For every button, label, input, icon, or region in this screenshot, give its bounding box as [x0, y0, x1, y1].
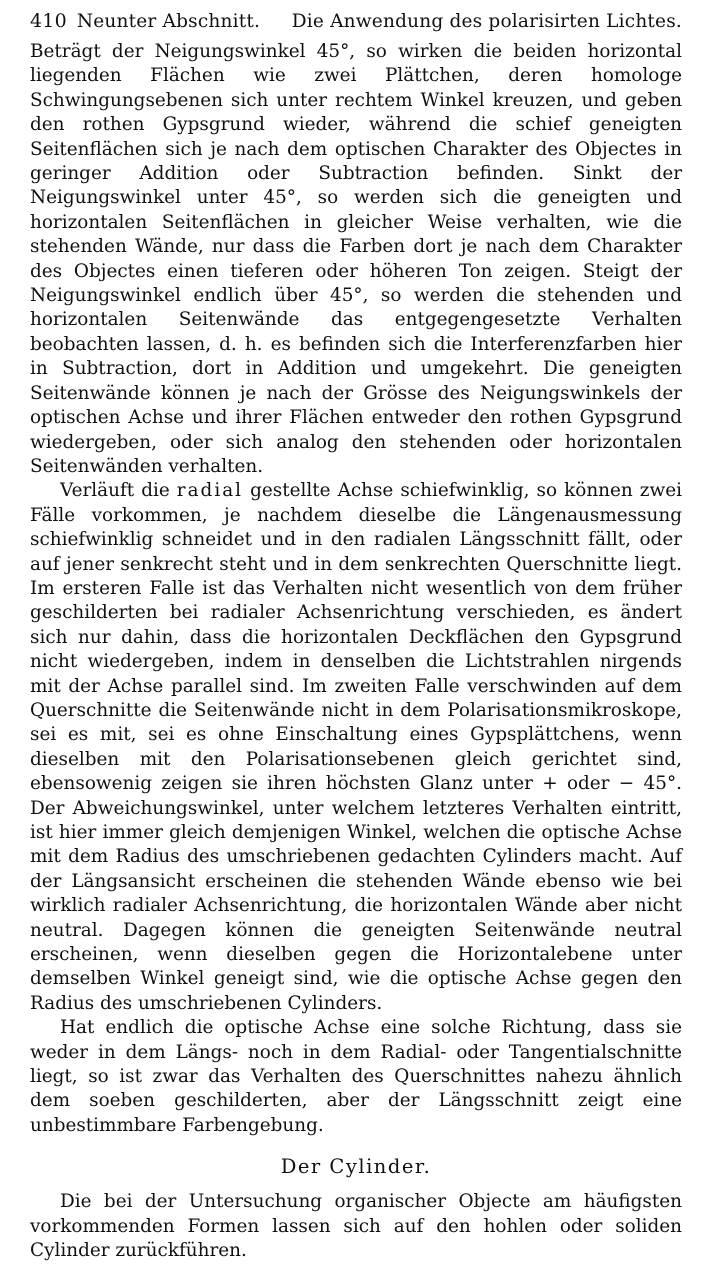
paragraph-2	[30, 479, 682, 1016]
running-head-title: Die Anwendung des polarisirten Lichtes.	[291, 11, 682, 32]
closing-paragraph: Die bei der Untersuchung organischer Objecte am häufigsten vorkommenden Formen lassen sich auf den hohlen oder soliden Cylinder zurückführen.	[30, 1191, 682, 1262]
paragraph-2-start: Verläuft die	[60, 480, 177, 502]
running-head	[30, 6, 682, 40]
paragraph-3: Hat endlich die optische Achse eine solche Richtung, dass sie weder in dem Längs- noch in dem Radial- oder Tangentialschnitte liegt, so ist zwar das Verhalten des Querschnittes nahezu ähnlich dem soeben geschilderten, aber der Längsschnitt zeigt eine unbestimmbare Farbengebung.	[30, 1017, 682, 1136]
page-number: 410	[30, 10, 67, 32]
section-heading: Der Cylinder.	[280, 1155, 432, 1179]
section-label: Neunter Abschnitt.	[76, 11, 261, 32]
book-page	[30, 6, 682, 1264]
paragraph-2-rest: gestellte Achse schiefwinklig, so können zwei Fälle vorkommen, je nachdem dieselbe die Längenausmessung schiefwinklig schneidet und in den radialen Längsschnitt fällt, oder auf jener senkrecht steht und in dem senkrechten Querschnitte liegt. Im ersteren Falle ist das Verhalten nicht wesentlich von dem früher geschilderten bei radialer Achsenrichtung verschieden, es ändert sich nur dahin, dass die horizontalen Deckflächen den Gypsgrund nicht wiedergeben, indem in denselben die Lichtstrahlen nirgends mit der Achse parallel sind. Im zweiten Falle verschwinden auf dem Querschnitte die Seitenwände nicht in dem Polarisationsmikroskope, sei es mit, sei es ohne Einschaltung eines Gypsplättchens, wenn dieselben mit den Polarisationsebenen gleich gerichtet sind, ebensowenig zeigen sie ihren höchsten Glanz unter + oder − 45°. Der Abweichungswinkel, unter welchem letzteres Verhalten eintritt, ist hier immer gleich demjenigen Winkel, welchen die optische Achse mit dem Radius des umschriebenen gedachten Cylinders macht. Auf der Längsansicht erscheinen die stehenden Wände ebenso wie bei wirklich radialer Achsenrichtung, die horizontalen Wände aber nicht neutral. Dagegen können die geneigten Seitenwände neutral erscheinen, wenn dieselben gegen die Horizontalebene unter demselben Winkel geneigt sind, wie die optische Achse gegen den Radius des umschriebenen Cylinders.	[30, 480, 682, 1014]
paragraph-1: Beträgt der Neigungswinkel 45°, so wirken die beiden horizontal liegenden Flächen wie zwei Plättchen, deren homologe Schwingungsebenen sich unter rechtem Winkel kreuzen, und geben den rothen Gypsgrund wieder, während die schief geneigten Seitenflächen sich je nach dem optischen Charakter des Objectes in geringer Addition oder Subtraction befinden. Sinkt der Neigungswinkel unter 45°, so werden sich die geneigten und horizontalen Seitenflächen in gleicher Weise verhalten, wie die stehenden Wände, nur dass die Farben dort je nach dem Charakter des Objectes einen tieferen oder höheren Ton zeigen. Steigt der Neigungswinkel endlich über 45°, so werden die stehenden und horizontalen Seitenwände das entgegengesetzte Verhalten beobachten lassen, d. h. es befinden sich die Interferenzfarben hier in Subtraction, dort in Addition und umgekehrt. Die geneigten Seitenwände können je nach der Grösse des Neigungswinkels der optischen Achse und ihrer Flächen entweder den rothen Gypsgrund wiedergeben, oder sich analog den stehenden oder horizontalen Seitenwänden verhalten.	[30, 41, 682, 477]
paragraph-2-emphasis: radial	[176, 480, 244, 502]
